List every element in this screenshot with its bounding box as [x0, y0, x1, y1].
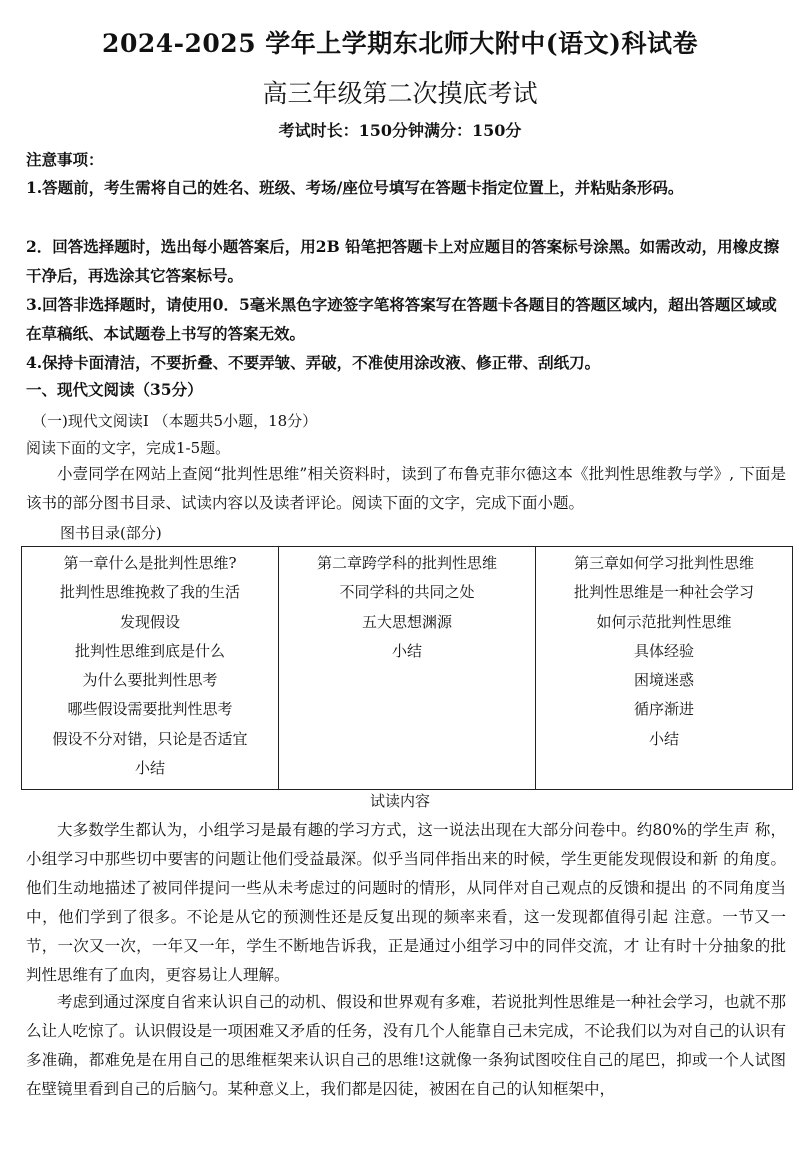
toc-entry: 循序渐进 [633, 700, 694, 719]
toc-column-3 [536, 547, 793, 790]
excerpt-paragraph-2: 考虑到通过深度自省来认识自己的动机、假设和世界观有多难，若说批判性思维是一种社会学习，也就不那么让人吃惊了。认识假设是一项困难又矛盾的任务，没有几个人能靠自己未完成，不论我们以为对自己的认识有多准确，都难免是在用自己的思维框架来认识自己的思维!这就像一条狗试图咬住自己的尾巴，抑或一个人试图在壁镜里看到自己的后脑勺。某种意义上，我们都是囚徒，被困在自己的认知框架中， [26, 993, 786, 1098]
part-title: （一)现代文阅读I （本题共5小题，18分） [32, 412, 318, 430]
toc-entry: 小结 [648, 729, 679, 748]
note-item-1: 1.答题前，考生需将自己的姓名、班级、考场/座位号填写在答题卡指定位置上，并粘贴条形码。 [26, 178, 684, 197]
note-item-4: 4.保持卡面清洁，不要折叠、不要弄皱、弄破，不准使用涂改液、修正带、刮纸刀。 [26, 353, 601, 372]
toc-entry: 第二章跨学科的批判性思维 [316, 554, 497, 572]
toc-entry: 小结 [134, 759, 165, 778]
instruction: 阅读下面的文字，完成1-5题。 [26, 439, 231, 457]
toc-entry: 小结 [391, 641, 422, 660]
toc-entry: 五大思想渊源 [361, 612, 452, 631]
notes-heading: 注意事项： [26, 150, 104, 169]
intro-paragraph: 小壹同学在网站上查阅“批判性思维”相关资料时，读到了布鲁克菲尔德这本《批判性思维教与学》, 下面是该书的部分图书目录、试读内容以及读者评论。阅读下面的文字，完成下面小题。 [26, 465, 786, 512]
toc-entry: 假设不分对错，只论是否适宜 [52, 729, 248, 748]
toc-column-1 [22, 547, 279, 790]
note-item-3: 3.回答非选择题时，请使用0．5毫米黑色字迹签字笔将答案写在答题卡各题目的答题区域内，超出答题区域或在草稿纸、本试题卷上书写的答案无效。 [26, 295, 777, 343]
toc-entry: 第三章如何学习批判性思维 [573, 554, 754, 572]
toc-entry: 困境迷惑 [633, 671, 694, 690]
toc-entry: 哪些假设需要批判性思考 [67, 700, 233, 719]
toc-entry: 批判性思维挽救了我的生活 [59, 583, 240, 602]
toc-entry: 具体经验 [633, 641, 694, 660]
toc-entry: 批判性思维是一种社会学习 [573, 583, 754, 602]
excerpt-paragraph-1: 大多数学生都认为，小组学习是最有趣的学习方式，这一说法出现在大部分问卷中。约80%的学生声 称，小组学习中那些切中要害的问题让他们受益最深。似乎当同伴指出来的时候，学生更能发现假设和新 的角度。他们生动地描述了被同伴提问一些从未考虑过的问题时的情形，从同伴对自己观点的反馈和提出 的不同角度当中，他们学到了很多。不论是从它的预测性还是反复出现的频率来看，这一发现都值得引起 注意。一节又一节，一次又一次，一年又一年，学生不断地告诉我，正是通过小组学习中的同伴交流，才 让有时十分抽象的批判性思维有了血肉，更容易让人理解。 [26, 821, 786, 984]
toc-entry: 批判性思维到底是什么 [74, 641, 225, 660]
toc-entry: 第一章什么是批判性思维? [63, 554, 237, 572]
exam-subtitle: 高三年级第二次摸底考试 [262, 79, 538, 108]
excerpt-caption: 试读内容 [369, 792, 430, 810]
exam-info: 考试时长：150分钟满分：150分 [278, 121, 522, 140]
toc-column-2 [279, 547, 536, 790]
exam-title: 2024-2025 学年上学期东北师大附中(语文)科试卷 [102, 29, 698, 58]
toc-entry: 不同学科的共同之处 [339, 583, 475, 602]
toc-entry: 如何示范批判性思维 [596, 612, 732, 631]
toc-table [21, 546, 793, 790]
toc-entry: 发现假设 [119, 612, 180, 631]
toc-label: 图书目录(部分) [60, 524, 162, 542]
note-item-2: 2．回答选择题时，选出每小题答案后，用2B 铅笔把答题卡上对应题目的答案标号涂黑。如需改动，用橡皮擦干净后，再选涂其它答案标号。 [26, 237, 780, 285]
toc-entry: 为什么要批判性思考 [82, 671, 218, 690]
section-title: 一、现代文阅读（35分） [26, 380, 203, 399]
